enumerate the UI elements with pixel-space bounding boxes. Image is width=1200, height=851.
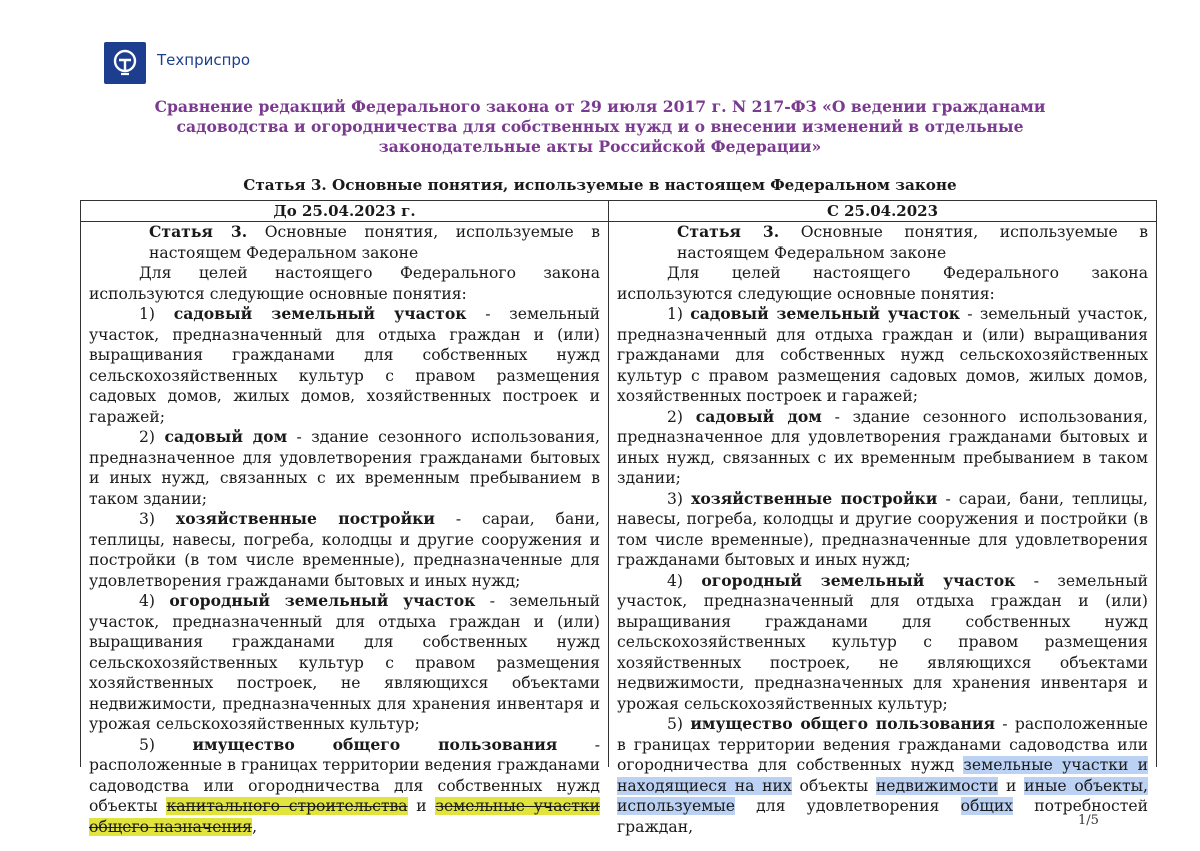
deleted-text: земельные участки общего назначения [89, 797, 600, 836]
added-text: общих [960, 797, 1014, 815]
table-header-row [81, 201, 1157, 222]
definition-item: 3) хозяйственные постройки - сараи, бани, теплицы, навесы, погреба, колодцы и другие сооружения и постройки (в том числе временные), предназначенные для удовлетворения гражданами бытовых и иных нужд; [617, 488, 1148, 569]
added-text: недвижимости [875, 776, 999, 795]
old-version-text [81, 222, 608, 836]
page-number: 1/5 [1078, 813, 1099, 828]
intro-paragraph: Для целей настоящего Федерального закона используются следующие основные понятия: [89, 264, 600, 303]
header-after: С 25.04.2023 [609, 201, 1157, 222]
header-before: До 25.04.2023 г. [81, 201, 609, 222]
lightbulb-icon [109, 47, 141, 79]
document-title: Сравнение редакций Федерального закона от 29 июля 2017 г. N 217-ФЗ «О ведении гражданами садоводства и огородничества для собственных нужд и о внесении изменений в отдельные законодательные акты Российской Федерации» [154, 97, 1046, 156]
old-version-cell [81, 222, 609, 836]
intro-paragraph: Для целей настоящего Федерального закона используются следующие основные понятия: [617, 264, 1148, 303]
definition-item: 1) садовый земельный участок - земельный участок, предназначенный для отдыха граждан и (или) выращивания гражданами для собственных нужд сельскохозяйственных культур с правом размещения садовых домов, жилых домов, хозяйственных построек и гаражей; [617, 304, 1149, 405]
table-row [81, 222, 1157, 768]
definition-item: 4) огородный земельный участок - земельный участок, предназначенный для отдыха граждан и (или) выращивания гражданами для собственных нужд сельскохозяйственных культур с правом размещения хозяйственных построек, не являющихся объектами недвижимости, предназначенных для хранения инвентаря и урожая сельскохозяйственных культур; [617, 570, 1149, 713]
article-heading: Статья 3. Основные понятия, используемые в настоящем Федеральном законе [243, 176, 957, 194]
definition-item: 2) садовый дом - здание сезонного использования, предназначенное для удовлетворения гражданами бытовых и иных нужд, связанных с их временным пребыванием в таком здании; [89, 427, 600, 508]
definition-item: 5) имущество общего пользования - расположенные в границах территории ведения гражданами садоводства или огородничества для собственных нужд земельные участки и находящиеся на них объекты недвижимости и иные объекты, используемые для удовлетворения общих потребностей граждан, [617, 714, 1148, 836]
definition-item: 3) хозяйственные постройки - сараи, бани, теплицы, навесы, погреба, колодцы и другие сооружения и постройки (в том числе временные), предназначенные для удовлетворения гражданами бытовых и иных нужд; [89, 509, 600, 590]
added-text: иные объекты, используемые [617, 776, 1148, 815]
article-title: Статья 3. Основные понятия, используемые в настоящем Федеральном законе [677, 222, 1148, 262]
company-logo [104, 42, 146, 84]
article-title: Статья 3. Основные понятия, используемые в настоящем Федеральном законе [149, 222, 600, 262]
deleted-text: капитального строительства [166, 797, 408, 815]
definition-item: 5) имущество общего пользования - расположенные в границах территории ведения гражданами садоводства или огородничества для собственных нужд объекты капитального строительства и земельные участки общего назначения, [89, 734, 600, 836]
added-text: земельные участки и находящиеся на них [617, 756, 1148, 795]
definition-item: 2) садовый дом - здание сезонного использования, предназначенное для удовлетворения гражданами бытовых и иных нужд, связанных с их временным пребыванием в таком здании; [617, 406, 1148, 487]
definition-item: 1) садовый земельный участок - земельный участок, предназначенный для отдыха граждан и (или) выращивания гражданами для собственных нужд сельскохозяйственных культур с правом размещения садовых домов, жилых домов, хозяйственных построек и гаражей; [89, 304, 600, 426]
brand-name: Техприспро [157, 51, 251, 69]
definition-item: 4) огородный земельный участок - земельный участок, предназначенный для отдыха граждан и (или) выращивания гражданами для собственных нужд сельскохозяйственных культур с правом размещения хозяйственных построек, не являющихся объектами недвижимости, предназначенных для хранения инвентаря и урожая сельскохозяйственных культур; [89, 591, 601, 733]
